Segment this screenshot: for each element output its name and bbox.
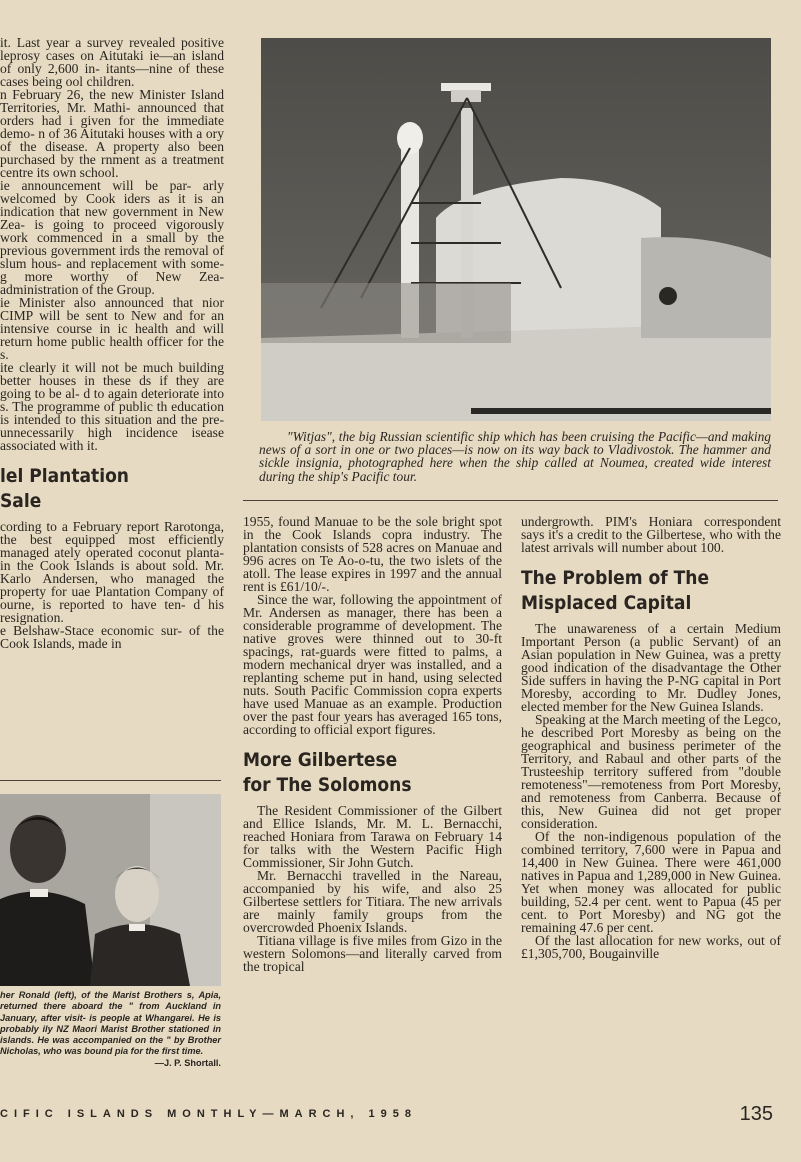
column-3 bbox=[521, 515, 781, 960]
photo-credit: —J. P. Shortall. bbox=[154, 1057, 221, 1068]
portrait-illustration bbox=[0, 794, 221, 986]
col2-paragraph: Since the war, following the appointment of Mr. Andersen as manager, there has been a considerable programme of development. The native groves were thinned out to 30-ft spacings, rat-guards were fitted to palms, a modern mechanical dryer was installed, and a replanting scheme put in hand, using selected nuts. South Pacific Commission copra experts have used Manuae as an example. Production over the past four years has averaged 165 tons, according to official export figures. bbox=[243, 592, 502, 737]
photo-caption bbox=[259, 430, 771, 483]
heading-more-gilbertese: More Gilbertese for The Solomons bbox=[243, 749, 412, 796]
heading-plantation-sale bbox=[0, 464, 224, 514]
col3-paragraph: Of the last allocation for new works, out of £1,305,700, Bougainville bbox=[521, 933, 781, 961]
col2-paragraph: The Resident Commissioner of the Gilbert and Ellice Islands, Mr. M. L. Bernacchi, reached Honiara from Tarawa on February 14 for talks with the Western Pacific High Commissioner, Sir John Gutch. bbox=[243, 803, 502, 870]
col3-paragraph: undergrowth. PIM's Honiara correspondent says it's a credit to the Gilbertese, who with the latest arrivals will number about 100. bbox=[521, 514, 781, 555]
col2-paragraph: 1955, found Manuae to be the sole bright spot in the Cook Islands copra industry. The plantation consists of 528 acres on Manuae and 996 acres on Te Ao-o-tu, the two islets of the atoll. The lease expires in 1997 and the annual rent is £61/10/-. bbox=[243, 514, 502, 594]
caption-text: "Witjas", the big Russian scientific ship which has been cruising the Pacific—and making news of a sort in one or two places—is now on its way back to Vladivostok. The hammer and sickle insignia, photographed here when the ship called at Noumea, created wide interest during the ship's Pacific tour. bbox=[259, 429, 771, 484]
col1-paragraph: ie announcement will be par- arly welcomed by Cook iders as it is an indication that new government in New Zea- is going to proceed vigorously work commenced in a small by the previous government irds the removal of slum hous- and replacement with some- g more worthy of New Zea- administration of the Group. bbox=[0, 178, 224, 297]
col3-paragraph: Of the non-indigenous population of the combined territory, 7,600 were in Papua and 14,400 in New Guinea. There were 461,000 natives in Papua and 1,289,000 in New Guinea. Yet when money was allocated for public building, 52.4 per cent. went to Papua (45 per cent. to Port Moresby) and NG got the remaining 47.6 per cent. bbox=[521, 829, 781, 935]
heading-line: lel Plantation bbox=[0, 465, 129, 487]
col2-paragraph: Mr. Bernacchi travelled in the Nareau, accompanied by his wife, and also 25 Gilbertese settlers for Titiara. The new arrivals are mainly family groups from the overcrowded Phoenix Islands. bbox=[243, 868, 502, 935]
caption2-text: her Ronald (left), of the Marist Brothers s, Apia, returned there aboard the " from Auckland in January, after visit- is people at Whangarei. He is probably ily NZ Maori Marist Brother stationed in islands. He was accompanied on the " by Brother Nicholas, who was bound pia for the first time. bbox=[0, 990, 221, 1057]
running-title: CIFIC ISLANDS MONTHLY—MARCH, 1958 bbox=[0, 1108, 418, 1120]
col3-paragraph: Speaking at the March meeting of the Legco, he described Port Moresby as being on the geographical and business perimeter of the Territory, and Rabaul and other parts of the Trusteeship territory suffered from "double remoteness"—remoteness from Port Moresby, and remoteness from Canberra. Because of this, New Guinea did not get proper consideration. bbox=[521, 712, 781, 831]
heading-line: Sale bbox=[0, 490, 42, 512]
ship-illustration bbox=[261, 38, 771, 421]
heading-misplaced-capital: The Problem of The Misplaced Capital bbox=[521, 567, 710, 614]
col1-paragraph: ie Minister also announced that nior CIMP will be sent to New and for an intensive course in ic health and will return home public health officer for the s. bbox=[0, 295, 224, 362]
column-1 bbox=[0, 36, 224, 650]
page-number: 135 bbox=[739, 1103, 773, 1125]
divider bbox=[243, 500, 778, 501]
col1-paragraph: n February 26, the new Minister Island Territories, Mr. Mathi- announced that orders had i given for the immediate demo- n of 36 Aitutaki houses with a ory of the disease. A property also been purchased by the rnment as a treatment centre its own school. bbox=[0, 87, 224, 180]
col1-paragraph: cording to a February report Rarotonga, the best equipped most efficiently managed ately operated coconut planta- in the Cook Islands is about sold. Mr. Karlo Andersen, who managed the property for uae Plantation Company of ourne, is reported to have ten- d his resignation. bbox=[0, 519, 224, 625]
col3-paragraph: The unawareness of a certain Medium Important Person (a public Servant) of an Asian population in New Guinea, was a pretty good indication of the disadvantage the Other Side suffers in having the P-NG capital in Port Moresby, according to Mr. Dudley Jones, elected member for the New Guinea Islands. bbox=[521, 621, 781, 714]
divider bbox=[0, 780, 221, 781]
ship-photo bbox=[261, 38, 771, 421]
col1-paragraph: ite clearly it will not be much building better houses in these ds if they are going to be al- d to again deteriorate into s. The programme of public th education is intended to this situation and the pre- unnecessarily high incidence isease associated with it. bbox=[0, 360, 224, 453]
brothers-photo bbox=[0, 794, 221, 986]
col2-paragraph: Titiana village is five miles from Gizo in the western Solomons—and literally carved from the tropical bbox=[243, 933, 502, 974]
page-footer bbox=[0, 1103, 801, 1133]
column-2 bbox=[243, 515, 502, 973]
photo2-caption bbox=[0, 990, 221, 1069]
col1-paragraph: e Belshaw-Stace economic sur- of the Cook Islands, made in bbox=[0, 623, 224, 651]
col1-paragraph: it. Last year a survey revealed positive leprosy cases on Aitutaki ie—an island of only 2,600 in- itants—nine of these cases being ool children. bbox=[0, 35, 224, 89]
